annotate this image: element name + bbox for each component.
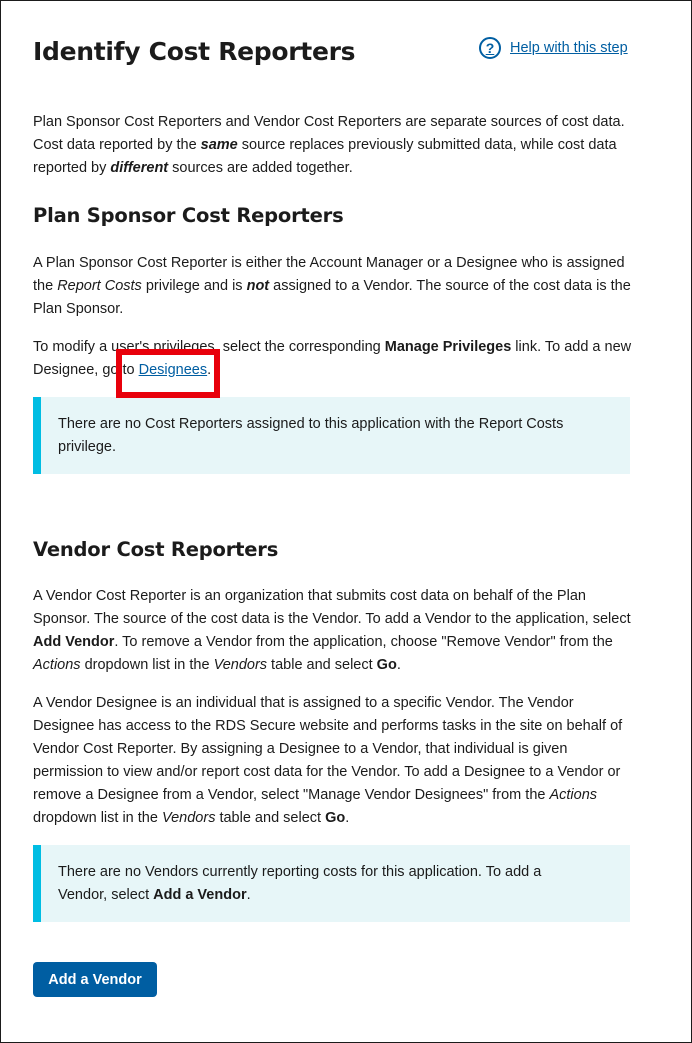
instructions-text: To modify a user's privileges, select the corresponding — [33, 339, 385, 355]
add-vendor-bold: Add Vendor — [33, 634, 115, 650]
help-link[interactable] — [479, 37, 628, 59]
actions-emphasis: Actions — [33, 657, 81, 673]
intro-text: Plan Sponsor Cost Reporters and Vendor Cost Reporters are separate sources of cost data. Cost data reported by the — [33, 114, 625, 153]
no-cost-reporters-alert — [33, 397, 630, 474]
description-text: A Vendor Cost Reporter is an organization that submits cost data on behalf of the Plan Sponsor. The source of the cost data is the Vendor. To add a Vendor to the application, select — [33, 588, 631, 627]
alert-text — [58, 861, 590, 907]
help-circle-icon: ? — [479, 37, 501, 59]
not-emphasis: not — [246, 278, 270, 294]
description-text: . To remove a Vendor from the application, choose "Remove Vendor" from the — [114, 634, 613, 650]
report-costs-emphasis: Report Costs — [57, 278, 142, 294]
vendors-emphasis: Vendors — [213, 657, 268, 673]
manage-privileges-bold: Manage Privileges — [384, 339, 512, 355]
vendor-description — [33, 585, 633, 677]
description-text: A Vendor Designee is an individual that is assigned to a specific Vendor. The Vendor Designee has access to the RDS Secure website and performs tasks in the site on behalf of Vendor Cost Reporter. By assigning a Designee to a Vendor, that individual is given permission to view and/or report cost data for the Vendor. To add a Designee to a Vendor or remove a Designee from a Vendor, select "Manage Vendor Designees" from the — [33, 695, 623, 803]
plan-sponsor-instructions — [33, 336, 633, 382]
alert-text: There are no Cost Reporters assigned to this application with the Report Costs privilege. — [58, 416, 564, 455]
plan-sponsor-heading: Plan Sponsor Cost Reporters — [33, 204, 344, 227]
actions-emphasis: Actions — [549, 787, 598, 803]
description-text: . — [345, 810, 350, 826]
description-text: A Plan Sponsor Cost Reporter is either the Account Manager or a Designee who is assigned the — [33, 255, 625, 294]
instructions-text: link. To add a new Designee, go to — [33, 339, 632, 378]
go-bold: Go — [376, 657, 397, 673]
go-bold: Go — [325, 810, 346, 826]
designees-link[interactable]: Designees — [138, 362, 208, 378]
no-vendors-alert — [33, 845, 630, 922]
description-text: assigned to a Vendor. The source of the cost data is the Plan Sponsor. — [33, 278, 631, 317]
intro-emphasis-different: different — [110, 160, 169, 176]
description-text: dropdown list in the — [80, 657, 214, 673]
intro-text: source replaces previously submitted data, while cost data reported by — [33, 137, 617, 176]
description-text: dropdown list in the — [33, 810, 162, 826]
description-text: privilege and is — [141, 278, 247, 294]
help-link-label[interactable]: Help with this step — [510, 40, 628, 56]
vendors-emphasis: Vendors — [161, 810, 216, 826]
intro-emphasis-same: same — [200, 137, 238, 153]
page-title: Identify Cost Reporters — [33, 37, 356, 66]
add-vendor-button[interactable]: Add a Vendor — [33, 962, 157, 997]
description-text: . — [396, 657, 401, 673]
vendor-designee-description — [33, 692, 633, 830]
intro-paragraph — [33, 111, 633, 180]
alert-text-part: . — [246, 887, 251, 903]
instructions-text: . — [207, 362, 212, 378]
alert-text-part: There are no Vendors currently reporting costs for this application. To add a Vendor, select — [58, 864, 542, 903]
add-a-vendor-bold: Add a Vendor — [153, 887, 247, 903]
description-text: table and select — [215, 810, 326, 826]
vendor-heading: Vendor Cost Reporters — [33, 538, 279, 561]
plan-sponsor-description — [33, 252, 633, 321]
description-text: table and select — [267, 657, 377, 673]
intro-text: sources are added together. — [168, 160, 353, 176]
